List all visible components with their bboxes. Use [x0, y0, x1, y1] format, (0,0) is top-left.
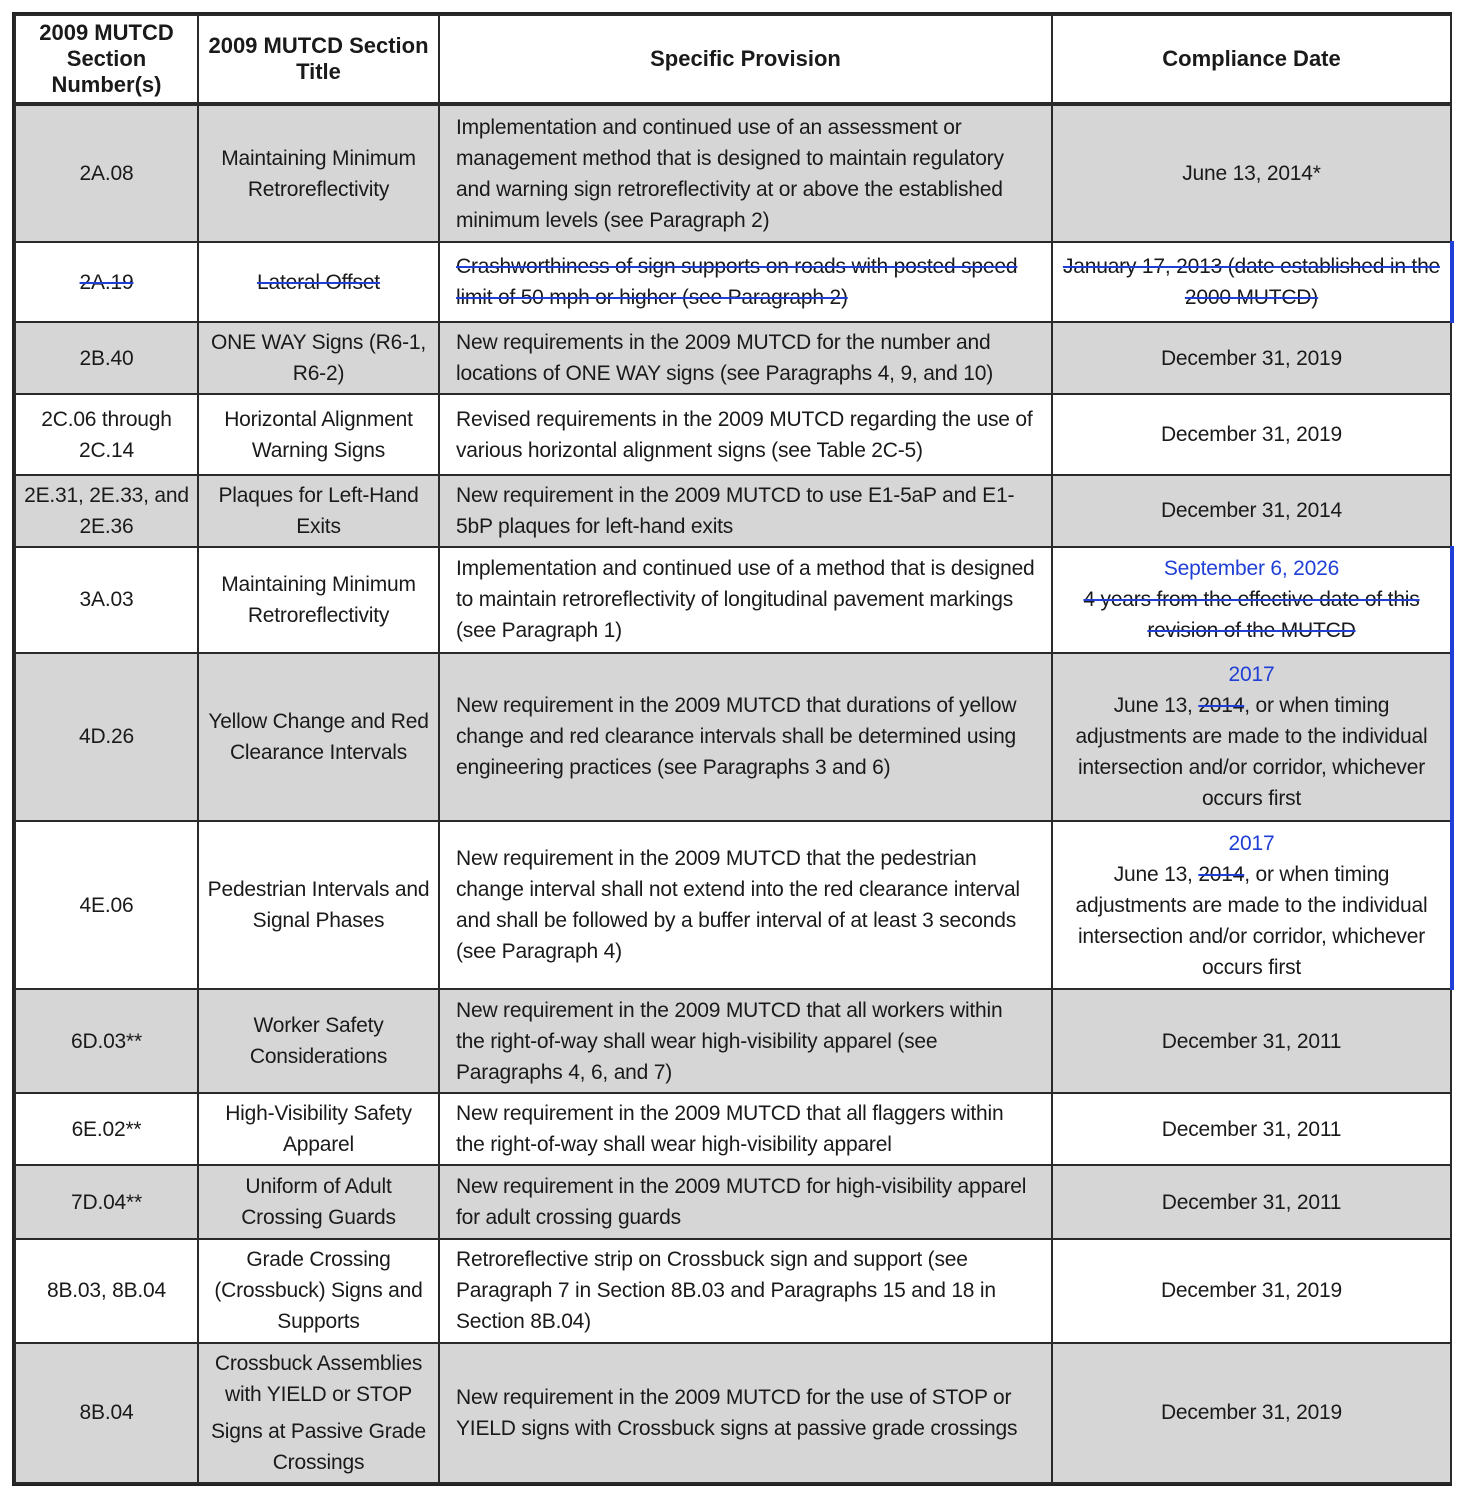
cell-title: [198, 1343, 439, 1483]
cell-title: Worker Safety Considerations: [198, 989, 439, 1093]
cell-date: December 31, 2011: [1052, 1165, 1451, 1238]
cell-date-struck: January 17, 2013 (date established in the 2000 MUTCD): [1062, 255, 1441, 310]
date-year-new: 2017: [1228, 663, 1275, 687]
table-row: [15, 322, 1451, 394]
cell-provision: New requirement in the 2009 MUTCD for high-visibility apparel for adult crossing guards: [439, 1165, 1052, 1238]
table-row: [15, 547, 1451, 653]
cell-title: Maintaining Minimum Retroreflectivity: [198, 547, 439, 653]
cell-section: 6D.03**: [15, 989, 198, 1093]
header-compliance-date: Compliance Date: [1052, 15, 1451, 103]
table-row: [15, 1165, 1451, 1238]
cell-provision: New requirements in the 2009 MUTCD for the number and locations of ONE WAY signs (see Paragraphs 4, 9, and 10): [439, 322, 1052, 394]
header-section-number: 2009 MUTCD Section Number(s): [15, 15, 198, 103]
cell-section: 7D.04**: [15, 1165, 198, 1238]
cell-title: Grade Crossing (Crossbuck) Signs and Supports: [198, 1239, 439, 1343]
cell-provision: New requirement in the 2009 MUTCD that all flaggers within the right-of-way shall wear high-visibility apparel: [439, 1093, 1052, 1165]
date-suffix: , or when timing adjustments are made to the individual intersection and/or corridor, whichever occurs first: [1075, 862, 1428, 979]
change-bar: [1450, 241, 1454, 323]
date-year-struck: 2014: [1198, 694, 1245, 718]
cell-section: 4D.26: [15, 653, 198, 821]
cell-title-struck: Lateral Offset: [257, 270, 380, 294]
cell-date: December 31, 2019: [1052, 394, 1451, 474]
cell-provision: New requirement in the 2009 MUTCD to use E1-5aP and E1-5bP plaques for left-hand exits: [439, 475, 1052, 547]
cell-provision: New requirement in the 2009 MUTCD that all workers within the right-of-way shall wear high-visibility apparel (see Paragraphs 4, 6, and 7): [439, 989, 1052, 1093]
table-row: [15, 1343, 1451, 1483]
cell-section: 2B.40: [15, 322, 198, 394]
cell-provision: Retroreflective strip on Crossbuck sign and support (see Paragraph 7 in Section 8B.03 and Paragraphs 15 and 18 in Section 8B.04): [439, 1239, 1052, 1343]
cell-provision: New requirement in the 2009 MUTCD for the use of STOP or YIELD signs with Crossbuck signs at passive grade crossings: [439, 1343, 1052, 1483]
cell-date: December 31, 2019: [1052, 1343, 1451, 1483]
cell-section: 2A.08: [15, 105, 198, 242]
cell-section-struck: 2A.19: [79, 270, 134, 294]
cell-date: [1052, 547, 1451, 653]
table-row: [15, 653, 1451, 821]
cell-title: Maintaining Minimum Retroreflectivity: [198, 105, 439, 242]
title-line-1: Crossbuck Assemblies with YIELD or STOP: [214, 1351, 423, 1406]
cell-provision: Revised requirements in the 2009 MUTCD regarding the use of various horizontal alignment signs (see Table 2C-5): [439, 394, 1052, 474]
cell-date: December 31, 2014: [1052, 475, 1451, 547]
cell-provision: Implementation and continued use of an assessment or management method that is designed to maintain regulatory and warning sign retroreflectivity at or above the established minimum levels (see Paragraph 2): [439, 105, 1052, 242]
cell-provision-struck: Crashworthiness of sign supports on roads with posted speed limit of 50 mph or higher (see Paragraph 2): [456, 255, 1018, 310]
table-row: [15, 821, 1451, 989]
cell-date: [1052, 821, 1451, 989]
date-prefix: June 13,: [1113, 694, 1193, 718]
cell-title: High-Visibility Safety Apparel: [198, 1093, 439, 1165]
cell-section: 2C.06 through 2C.14: [15, 394, 198, 474]
date-year-struck: 2014: [1198, 862, 1245, 886]
change-bar: [1450, 820, 1454, 990]
cell-title: Pedestrian Intervals and Signal Phases: [198, 821, 439, 989]
date-new: September 6, 2026: [1163, 557, 1340, 581]
date-suffix: , or when timing adjustments are made to the individual intersection and/or corridor, whichever occurs first: [1075, 694, 1428, 811]
cell-provision: New requirement in the 2009 MUTCD that durations of yellow change and red clearance intervals shall be determined using engineering practices (see Paragraphs 3 and 6): [439, 653, 1052, 821]
date-year-new: 2017: [1228, 831, 1275, 855]
cell-date: December 31, 2011: [1052, 1093, 1451, 1165]
table-row: [15, 105, 1451, 242]
cell-date: June 13, 2014*: [1052, 105, 1451, 242]
cell-section: 3A.03: [15, 547, 198, 653]
cell-section: 4E.06: [15, 821, 198, 989]
header-specific-provision: Specific Provision: [439, 15, 1052, 103]
table-row: [15, 394, 1451, 474]
cell-title: Plaques for Left-Hand Exits: [198, 475, 439, 547]
cell-section: 8B.04: [15, 1343, 198, 1483]
header-section-title: 2009 MUTCD Section Title: [198, 15, 439, 103]
cell-provision: New requirement in the 2009 MUTCD that the pedestrian change interval shall not extend into the red clearance interval and shall be followed by a buffer interval of at least 3 seconds (see Paragraph 4): [439, 821, 1052, 989]
cell-title: Uniform of Adult Crossing Guards: [198, 1165, 439, 1238]
cell-title: Horizontal Alignment Warning Signs: [198, 394, 439, 474]
cell-section: 2E.31, 2E.33, and 2E.36: [15, 475, 198, 547]
table-header-row: [15, 15, 1451, 103]
change-bar: [1450, 546, 1454, 654]
table-row: [15, 1239, 1451, 1343]
compliance-dates-table: [14, 14, 1452, 1484]
cell-title: Yellow Change and Red Clearance Intervals: [198, 653, 439, 821]
date-struck: 4 years from the effective date of this revision of the MUTCD: [1083, 588, 1420, 643]
date-prefix: June 13,: [1113, 862, 1193, 886]
title-line-2: Signs at Passive Grade Crossings: [210, 1419, 427, 1474]
cell-date: December 31, 2019: [1052, 1239, 1451, 1343]
cell-section: 6E.02**: [15, 1093, 198, 1165]
cell-date: December 31, 2019: [1052, 322, 1451, 394]
cell-section: 8B.03, 8B.04: [15, 1239, 198, 1343]
table-row: [15, 989, 1451, 1093]
cell-date: December 31, 2011: [1052, 989, 1451, 1093]
title-gap: [207, 1410, 430, 1416]
change-bar: [1450, 652, 1454, 822]
table-row: [15, 1093, 1451, 1165]
table-row: [15, 475, 1451, 547]
table-row-deleted: [15, 242, 1451, 322]
cell-date: [1052, 653, 1451, 821]
cell-provision: Implementation and continued use of a method that is designed to maintain retroreflectivity of longitudinal pavement markings (see Paragraph 1): [439, 547, 1052, 653]
cell-title: ONE WAY Signs (R6-1, R6-2): [198, 322, 439, 394]
